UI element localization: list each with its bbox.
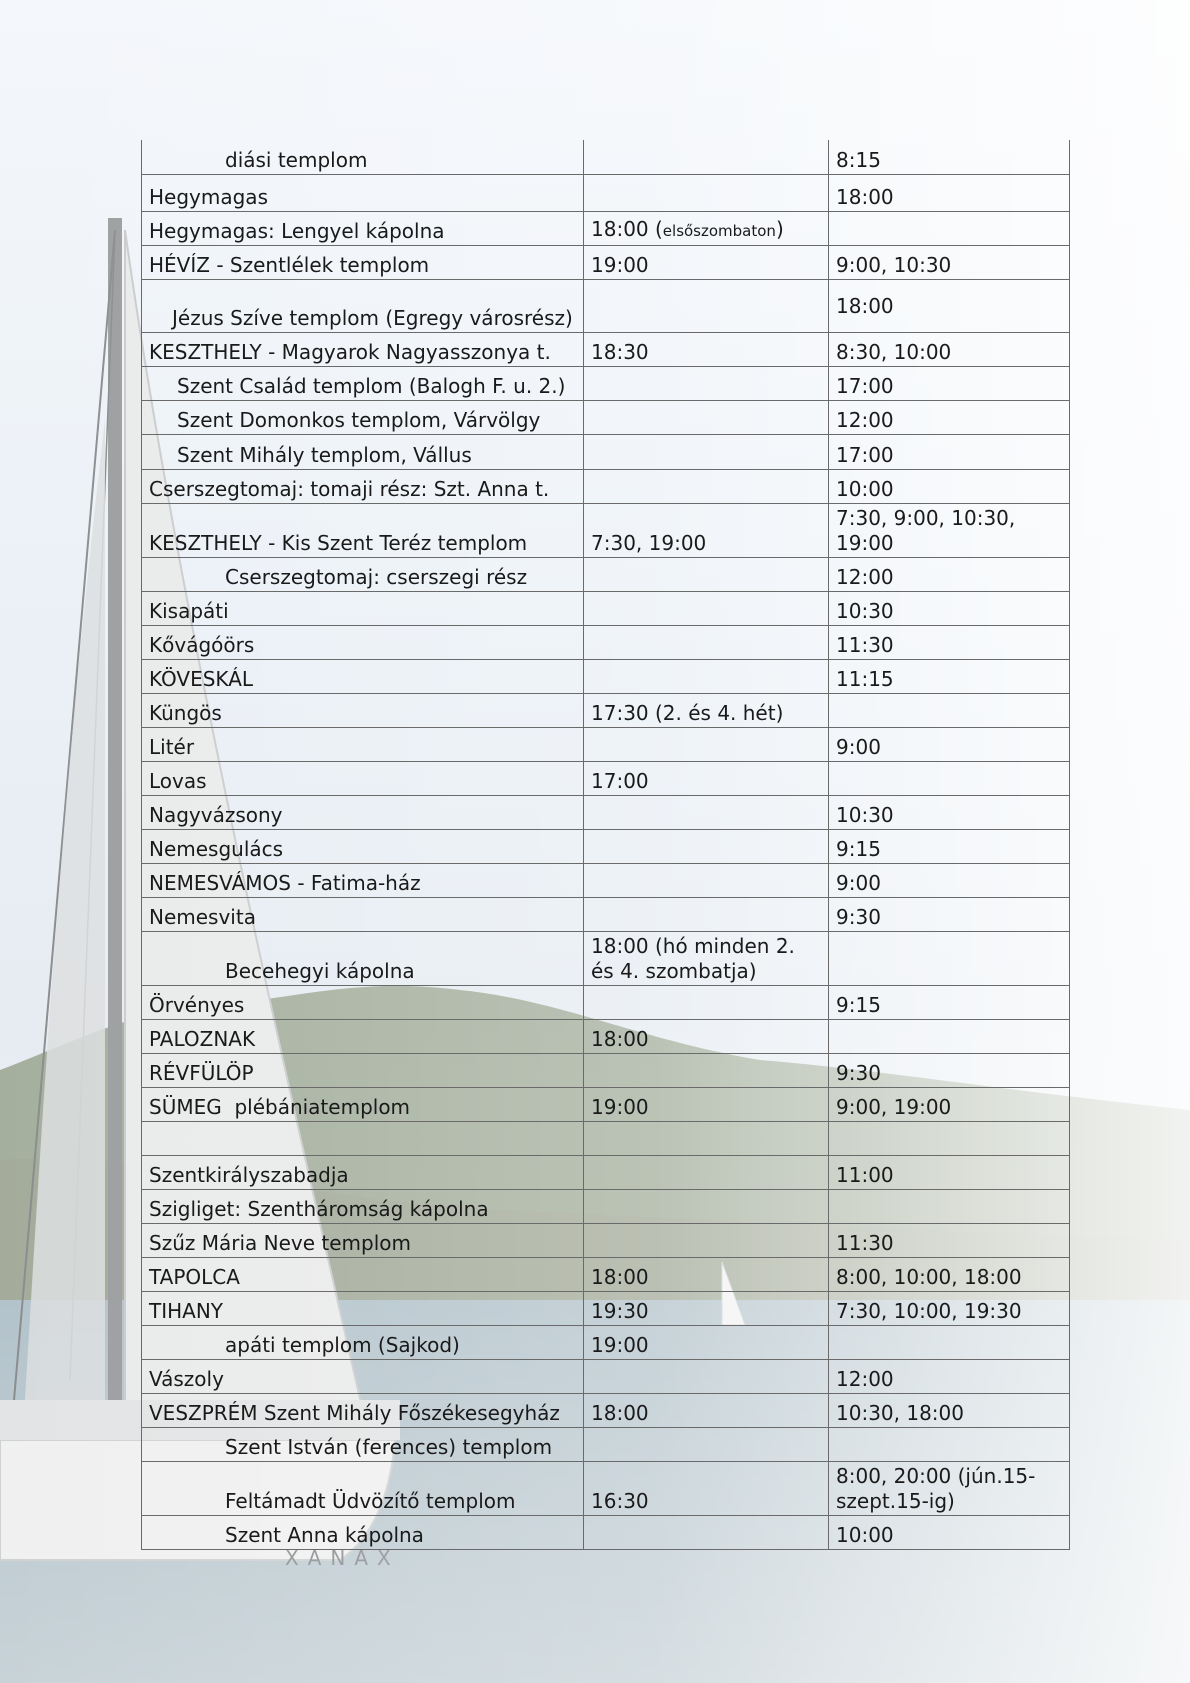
sunday-time-cell: 11:30	[829, 1223, 1070, 1257]
place-cell	[142, 1121, 584, 1155]
place-cell: Nemesvita	[142, 897, 584, 931]
weekday-time-cell	[584, 1515, 829, 1549]
place-cell: KÖVESKÁL	[142, 659, 584, 693]
place-cell: apáti templom (Sajkod)	[142, 1325, 584, 1359]
place-cell: Becehegyi kápolna	[142, 931, 584, 985]
weekday-time-cell	[584, 140, 829, 174]
sunday-time-cell: 9:00	[829, 727, 1070, 761]
sunday-time-cell	[829, 931, 1070, 985]
place-cell: Jézus Szíve templom (Egregy városrész)	[142, 279, 584, 332]
sunday-time-cell: 11:00	[829, 1155, 1070, 1189]
table-row	[142, 985, 1070, 1019]
place-cell: Szent Domonkos templom, Várvölgy	[142, 400, 584, 434]
weekday-time-cell: 19:30	[584, 1291, 829, 1325]
table-row	[142, 1155, 1070, 1189]
sunday-time-cell: 7:30, 9:00, 10:30, 19:00	[829, 503, 1070, 557]
sunday-time-cell: 18:00	[829, 279, 1070, 332]
table-row	[142, 1427, 1070, 1461]
weekday-time-cell	[584, 434, 829, 469]
weekday-time-cell: 17:00	[584, 761, 829, 795]
sunday-time-cell	[829, 761, 1070, 795]
weekday-time-cell: 18:00	[584, 1393, 829, 1427]
table-row	[142, 1087, 1070, 1121]
table-row	[142, 174, 1070, 211]
place-cell: PALOZNAK	[142, 1019, 584, 1053]
weekday-time-cell	[584, 469, 829, 503]
weekday-time-cell: 19:00	[584, 245, 829, 279]
weekday-time-cell: 18:00	[584, 1257, 829, 1291]
place-cell: Nagyvázsony	[142, 795, 584, 829]
table-row	[142, 1223, 1070, 1257]
place-cell: Nemesgulács	[142, 829, 584, 863]
place-cell: Szent Mihály templom, Vállus	[142, 434, 584, 469]
mass-schedule-table	[141, 140, 1070, 1550]
table-row	[142, 1393, 1070, 1427]
sunday-time-cell: 9:30	[829, 1053, 1070, 1087]
weekday-time-cell: 18:00 (elsőszombaton)	[584, 211, 829, 245]
weekday-time-cell: 7:30, 19:00	[584, 503, 829, 557]
place-cell: Feltámadt Üdvözítő templom	[142, 1461, 584, 1515]
table-row	[142, 1121, 1070, 1155]
weekday-time-cell: 18:00	[584, 1019, 829, 1053]
place-cell: RÉVFÜLÖP	[142, 1053, 584, 1087]
place-cell: Hegymagas	[142, 174, 584, 211]
table-row	[142, 1461, 1070, 1515]
sunday-time-cell: 12:00	[829, 400, 1070, 434]
weekday-time-cell	[584, 795, 829, 829]
sunday-time-cell: 18:00	[829, 174, 1070, 211]
table-row	[142, 863, 1070, 897]
sunday-time-cell: 10:30	[829, 591, 1070, 625]
table-row	[142, 761, 1070, 795]
place-cell: Lovas	[142, 761, 584, 795]
sunday-time-cell: 11:15	[829, 659, 1070, 693]
table-row	[142, 829, 1070, 863]
sunday-time-cell	[829, 1019, 1070, 1053]
place-cell: Litér	[142, 727, 584, 761]
place-cell: VESZPRÉM Szent Mihály Főszékesegyház	[142, 1393, 584, 1427]
weekday-time-cell	[584, 727, 829, 761]
weekday-time-cell	[584, 863, 829, 897]
table-row	[142, 591, 1070, 625]
table-row	[142, 366, 1070, 400]
table-row	[142, 400, 1070, 434]
table-row	[142, 693, 1070, 727]
table-row	[142, 727, 1070, 761]
place-cell: Cserszegtomaj: cserszegi rész	[142, 557, 584, 591]
sunday-time-cell: 10:00	[829, 469, 1070, 503]
sunday-time-cell: 9:00, 10:30	[829, 245, 1070, 279]
place-cell: Szent Anna kápolna	[142, 1515, 584, 1549]
weekday-time-cell	[584, 1223, 829, 1257]
weekday-time-cell	[584, 1359, 829, 1393]
sunday-time-cell: 8:00, 20:00 (jún.15-szept.15-ig)	[829, 1461, 1070, 1515]
weekday-time-cell	[584, 1053, 829, 1087]
place-cell: TAPOLCA	[142, 1257, 584, 1291]
place-cell: KESZTHELY - Kis Szent Teréz templom	[142, 503, 584, 557]
place-cell: TIHANY	[142, 1291, 584, 1325]
table-row	[142, 434, 1070, 469]
sunday-time-cell: 10:30	[829, 795, 1070, 829]
weekday-time-cell	[584, 1427, 829, 1461]
weekday-time-cell: 16:30	[584, 1461, 829, 1515]
table-row	[142, 1053, 1070, 1087]
weekday-time-cell	[584, 279, 829, 332]
table-row	[142, 1325, 1070, 1359]
weekday-time-cell: 18:00 (hó minden 2. és 4. szombatja)	[584, 931, 829, 985]
table-row	[142, 211, 1070, 245]
sunday-time-cell: 8:30, 10:00	[829, 332, 1070, 366]
weekday-note: elsőszombaton	[662, 221, 776, 240]
weekday-time-cell	[584, 659, 829, 693]
table-row	[142, 897, 1070, 931]
weekday-time-cell	[584, 591, 829, 625]
sunday-time-cell: 12:00	[829, 557, 1070, 591]
sunday-time-cell: 9:15	[829, 985, 1070, 1019]
weekday-time-cell	[584, 557, 829, 591]
place-cell: Kővágóörs	[142, 625, 584, 659]
sunday-time-cell	[829, 1121, 1070, 1155]
sunday-time-cell	[829, 211, 1070, 245]
sunday-time-cell: 10:00	[829, 1515, 1070, 1549]
place-cell: HÉVÍZ - Szentlélek templom	[142, 245, 584, 279]
place-cell: Szentkirályszabadja	[142, 1155, 584, 1189]
sunday-time-cell: 9:00, 19:00	[829, 1087, 1070, 1121]
place-cell: KESZTHELY - Magyarok Nagyasszonya t.	[142, 332, 584, 366]
weekday-time-cell	[584, 366, 829, 400]
place-cell: Cserszegtomaj: tomaji rész: Szt. Anna t.	[142, 469, 584, 503]
sunday-time-cell	[829, 693, 1070, 727]
table-row	[142, 625, 1070, 659]
place-cell: SÜMEG plébániatemplom	[142, 1087, 584, 1121]
weekday-time-cell: 17:30 (2. és 4. hét)	[584, 693, 829, 727]
sunday-time-cell	[829, 1427, 1070, 1461]
table-row	[142, 1257, 1070, 1291]
sunday-time-cell: 9:30	[829, 897, 1070, 931]
sunday-time-cell: 8:00, 10:00, 18:00	[829, 1257, 1070, 1291]
table-row	[142, 503, 1070, 557]
table-row	[142, 245, 1070, 279]
place-cell: Szűz Mária Neve templom	[142, 1223, 584, 1257]
table-row	[142, 659, 1070, 693]
weekday-time-cell: 19:00	[584, 1325, 829, 1359]
sunday-time-cell: 9:00	[829, 863, 1070, 897]
table-row	[142, 795, 1070, 829]
weekday-time-cell	[584, 400, 829, 434]
sunday-time-cell	[829, 1189, 1070, 1223]
sunday-time-cell: 10:30, 18:00	[829, 1393, 1070, 1427]
place-cell: Szigliget: Szentháromság kápolna	[142, 1189, 584, 1223]
sunday-time-cell: 17:00	[829, 366, 1070, 400]
table-row	[142, 332, 1070, 366]
weekday-time-cell	[584, 829, 829, 863]
sunday-time-cell: 7:30, 10:00, 19:30	[829, 1291, 1070, 1325]
place-cell: diási templom	[142, 140, 584, 174]
table-row	[142, 469, 1070, 503]
place-cell: Szent István (ferences) templom	[142, 1427, 584, 1461]
place-cell: Kisapáti	[142, 591, 584, 625]
weekday-time-cell	[584, 1121, 829, 1155]
sunday-time-cell: 17:00	[829, 434, 1070, 469]
table-row	[142, 1291, 1070, 1325]
weekday-time-cell	[584, 985, 829, 1019]
weekday-time-cell	[584, 174, 829, 211]
place-cell: NEMESVÁMOS - Fatima-ház	[142, 863, 584, 897]
weekday-time-cell	[584, 1189, 829, 1223]
sunday-time-cell: 12:00	[829, 1359, 1070, 1393]
table-row	[142, 1359, 1070, 1393]
sunday-time-cell: 9:15	[829, 829, 1070, 863]
place-cell: Küngös	[142, 693, 584, 727]
weekday-time-cell	[584, 1155, 829, 1189]
table-row	[142, 1515, 1070, 1549]
place-cell: Szent Család templom (Balogh F. u. 2.)	[142, 366, 584, 400]
table-row	[142, 1189, 1070, 1223]
weekday-time-cell	[584, 897, 829, 931]
sunday-time-cell: 11:30	[829, 625, 1070, 659]
table-row	[142, 557, 1070, 591]
sunday-time-cell	[829, 1325, 1070, 1359]
table-row	[142, 279, 1070, 332]
weekday-time-cell	[584, 625, 829, 659]
weekday-time-cell: 19:00	[584, 1087, 829, 1121]
place-cell: Örvényes	[142, 985, 584, 1019]
place-cell: Hegymagas: Lengyel kápolna	[142, 211, 584, 245]
table-row	[142, 140, 1070, 174]
place-cell: Vászoly	[142, 1359, 584, 1393]
table-row	[142, 931, 1070, 985]
weekday-time-cell: 18:30	[584, 332, 829, 366]
sunday-time-cell: 8:15	[829, 140, 1070, 174]
table-row	[142, 1019, 1070, 1053]
